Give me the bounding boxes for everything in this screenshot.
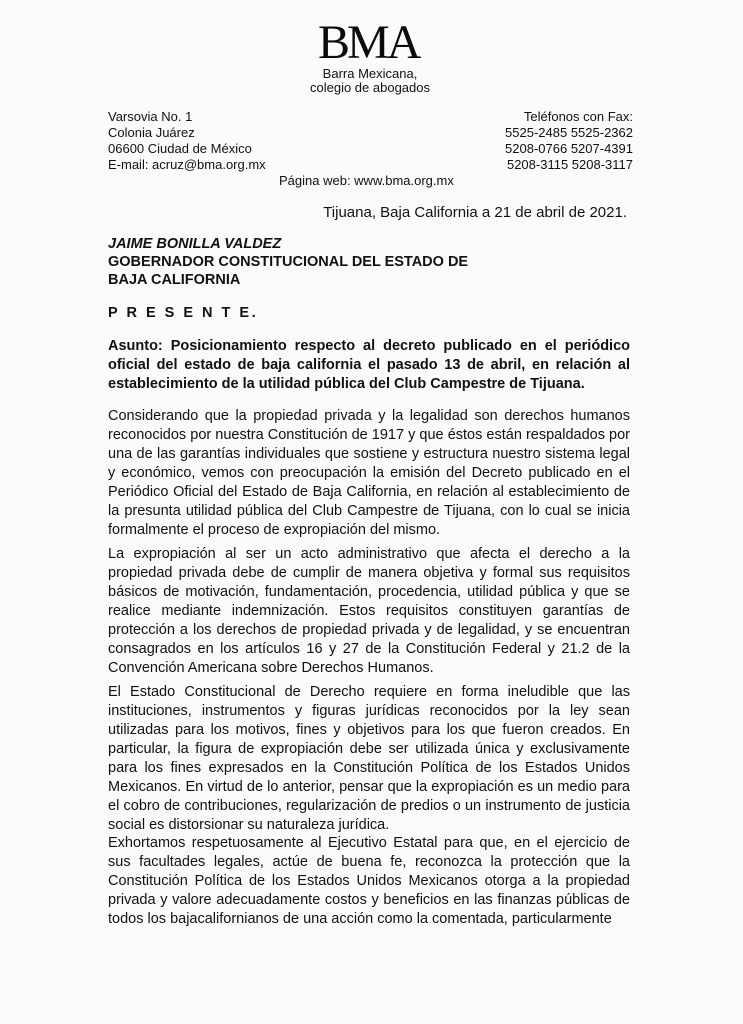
recipient-state: BAJA CALIFORNIA: [108, 272, 241, 288]
address-colony: Colonia Juárez: [108, 125, 195, 140]
body-paragraph-2: La expropiación al ser un acto administrativo que afecta el derecho a la propiedad privada debe de cumplir de manera objetiva y formal sus requisitos básicos de motivación, fundamentación, procedencia, utilidad pública y que se realice mediante indemnización. Estos requisitos constituyen garantías de protección a los derechos de propiedad privada y de legalidad, y se encuentran consagrados en los artículos 16 y 27 de la Constitución Federal y 21.2 de la Convención Americana sobre Derechos Humanos.: [108, 546, 630, 676]
body-paragraph-3: El Estado Constitucional de Derecho requiere en forma ineludible que las instituciones, instrumentos y figuras jurídicas reconocidos por la ley sean utilizadas para los motivos, fines y objetivos para los que fueron creados. En particular, la figura de expropiación debe ser utilizada única y exclusivamente para los fines expresados en la Constitución Política de los Estados Unidos Mexicanos. En virtud de lo anterior, pensar que la expropiación es un medio para el cobro de contribuciones, regularización de predios o un instrumento de justicia social es distorsionar su naturaleza jurídica.: [108, 684, 630, 833]
letter-date: Tijuana, Baja California a 21 de abril de 2021.: [323, 204, 627, 221]
org-name-line-1: Barra Mexicana,: [322, 66, 418, 81]
body-paragraph-4: Exhortamos respetuosamente al Ejecutivo Estatal para que, en el ejercicio de sus facultades legales, actúe de buena fe, reconozca la protección que la Constitución Política de los Estados Unidos Mexicanos otorga a la propiedad privada y valore adecuadamente costos y beneficios en las finanzas públicas de todos los bajacalifornianos de una acción como la comentada, particularmente: [108, 835, 630, 927]
address-city: 06600 Ciudad de México: [108, 141, 252, 156]
organization-name: [290, 67, 450, 95]
address-email: E-mail: acruz@bma.org.mx: [108, 157, 266, 172]
recipient-name: JAIME BONILLA VALDEZ: [108, 236, 282, 252]
phones-line-3: 5208-3115 5208-3117: [506, 157, 633, 172]
phones-line-2: 5208-0766 5207-4391: [505, 141, 633, 156]
phones-line-1: 5525-2485 5525-2362: [505, 125, 633, 140]
phone-block: [505, 109, 633, 173]
website: Página web: www.bma.org.mx: [279, 173, 454, 188]
phones-heading: Teléfonos con Fax:: [523, 109, 633, 124]
address-street: Varsovia No. 1: [108, 109, 193, 124]
subject-line: Asunto: Posicionamiento respecto al decreto publicado en el periódico oficial del estado de baja california el pasado 13 de abril, en relación al establecimiento de la utilidad pública del Club Campestre de Tijuana.: [108, 338, 630, 392]
recipient-title: GOBERNADOR CONSTITUCIONAL DEL ESTADO DE: [108, 254, 469, 270]
recipient-block: [108, 235, 628, 289]
bma-logo: BMA: [318, 16, 419, 69]
postal-address: [108, 109, 266, 173]
org-name-line-2: colegio de abogados: [310, 80, 430, 95]
salutation: P R E S E N T E.: [108, 305, 259, 321]
body-paragraph-1: Considerando que la propiedad privada y la legalidad son derechos humanos reconocidos por nuestra Constitución de 1917 y que éstos están respaldados por una de las garantías individuales que sostiene y estructura nuestro sistema legal y económico, vemos con preocupación la emisión del Decreto publicado en el Periódico Oficial del Estado de Baja California, en relación al establecimiento de la presunta utilidad pública del Club Campestre de Tijuana, con lo cual se inicia formalmente el proceso de expropiación del mismo.: [108, 408, 630, 538]
